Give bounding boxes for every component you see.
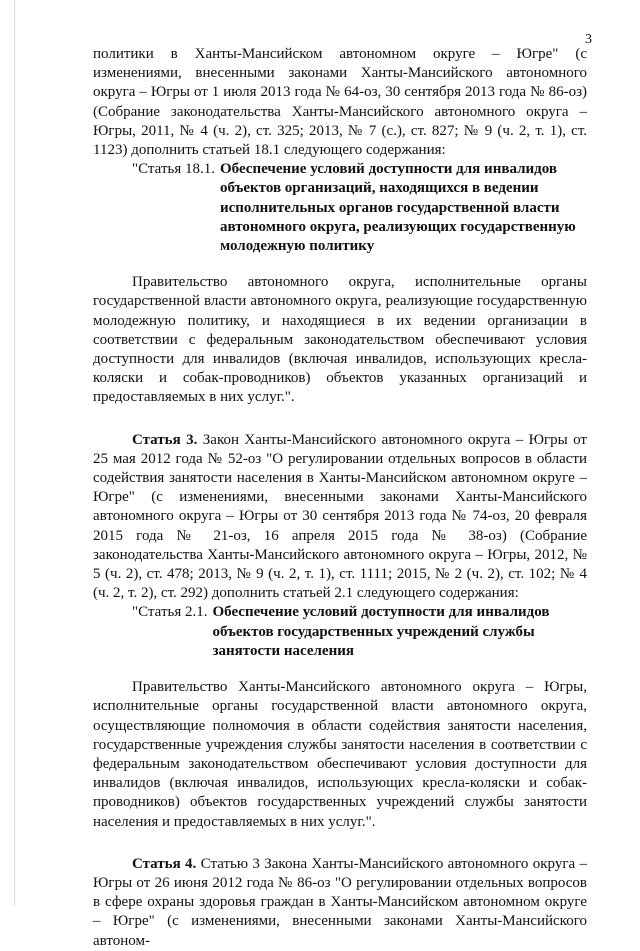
article-3-paragraph xyxy=(93,431,587,604)
document-body xyxy=(93,45,587,951)
page-number: 3 xyxy=(585,32,592,47)
scan-edge-line xyxy=(14,0,15,905)
article-2-1-heading-block xyxy=(132,603,587,661)
article-18-1-title: Обеспечение условий доступности для инвалидов объектов организаций, находящихся в ведении исполнительных органов государственной власти автономного округа, реализующих государственную молодежную политику xyxy=(219,161,576,255)
article-2-1-body: Правительство Ханты-Мансийского автономного округа – Югры, исполнительные органы государственной власти автономного округа, осуществляющие полномочия в области содействия занятости населения, государственные учреждения службы занятости населения в соответствии с федеральным законодательством обеспечивают условия доступности для инвалидов (включая инвалидов, использующих кресла-коляски и собак-проводников) объектов государственных учреждений службы занятости населения и предоставляемых в них услуг.". xyxy=(93,679,587,830)
article-18-1-heading-block xyxy=(132,160,587,256)
article-18-1-prefix: "Статья 18.1. xyxy=(132,161,215,178)
paragraph-continuation: политики в Ханты-Мансийском автономном округе – Югре" (с изменениями, внесенными законами Ханты-Мансийского автономного округа – Югры от 1 июля 2013 года № 64-оз, 30 сентября 2013 года № 86-оз) (Собрание законодательства Ханты-Мансийского автономного округа – Югры, 2011, № 4 (ч. 2), ст. 325; 2013, № 7 (с.), ст. 827; № 9 (ч. 2, т. 1), ст. 1123) дополнить статьей 18.1 следующего содержания: xyxy=(93,46,587,159)
article-18-1-body: Правительство автономного округа, исполнительные органы государственной власти автономного округа, реализующие государственную молодежную политику, и находящиеся в их ведении организации в соответствии с федеральным законодательством обеспечивают условия доступности для инвалидов (включая инвалидов, использующих кресла-коляски и собак-проводников) объектов указанных организаций и предоставляемых в них услуг.". xyxy=(93,274,587,406)
article-4-label: Статья 4. xyxy=(132,855,197,872)
article-3-label: Статья 3. xyxy=(132,431,198,448)
article-2-1-title: Обеспечение условий доступности для инвалидов объектов государственных учреждений службы занятости населения xyxy=(212,604,550,659)
article-2-1-prefix: "Статья 2.1. xyxy=(132,604,208,621)
article-4-text: Статью 3 Закона Ханты-Мансийского автономного округа – Югры от 26 июня 2012 года № 86-оз "О регулировании отдельных вопросов в сфере охраны здоровья граждан в Ханты-Мансийском автономном округе – Югре" (с изменениями, внесенными законами Ханты-Мансийского автоном- xyxy=(93,855,587,949)
article-3-text: Закон Ханты-Мансийского автономного округа – Югры от 25 мая 2012 года № 52-оз "О регулировании отдельных вопросов в области содействия занятости населения в Ханты-Мансийском автономном округе – Югре" (с изменениями, внесенными законами Ханты-Мансийского автономного округа – Югры от 30 сентября 2013 года № 74-оз, 20 февраля 2015 года № 21-оз, 16 апреля 2015 года № 38-оз) (Собрание законодательства Ханты-Мансийского автономного округа – Югры, 2012, № 5 (ч. 2), ст. 478; 2013, № 9 (ч. 2, т. 1), ст. 1111; 2015, № 2 (ч. 2), ст. 102; № 4 (ч. 2, т. 2), ст. 292) дополнить статьей 2.1 следующего содержания: xyxy=(93,431,587,602)
article-4-paragraph xyxy=(93,855,587,951)
